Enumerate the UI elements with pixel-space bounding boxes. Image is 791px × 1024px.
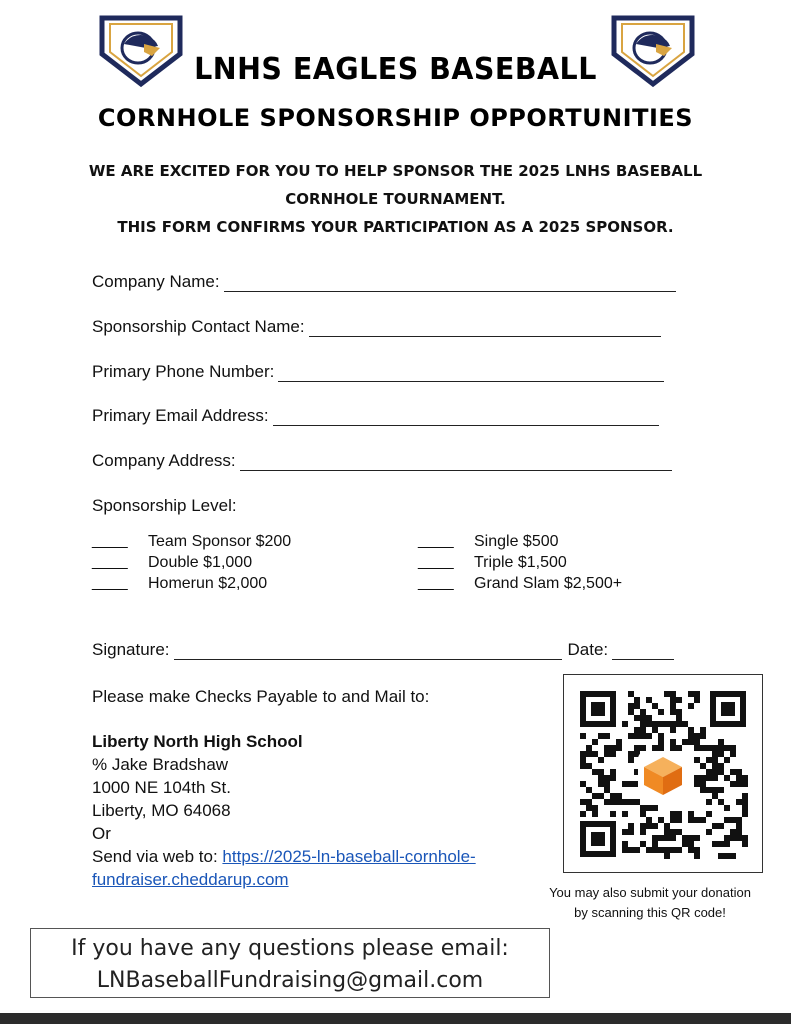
- page-subtitle: CORNHOLE SPONSORSHIP OPPORTUNITIES: [97, 104, 694, 132]
- or-text: Or: [92, 824, 111, 843]
- address-field[interactable]: [92, 451, 672, 471]
- contact-line-1: If you have any questions please email:: [71, 936, 509, 961]
- level-grand-slam: Grand Slam $2,500+: [474, 575, 623, 592]
- donation-link-part-2[interactable]: fundraiser.cheddarup.com: [92, 870, 289, 889]
- level-triple: Triple $1,500: [474, 554, 567, 571]
- intro-line-1: WE ARE EXCITED FOR YOU TO HELP SPONSOR THE 2025 LNHS BASEBALL: [88, 162, 703, 180]
- contact-email[interactable]: LNBaseballFundraising@gmail.com: [96, 968, 484, 993]
- mailing-address: [92, 730, 476, 891]
- level-blank[interactable]: ____: [418, 574, 454, 591]
- city-line: Liberty, MO 64068: [92, 801, 231, 820]
- contact-name-line[interactable]: [309, 320, 661, 337]
- school-name: Liberty North High School: [92, 732, 303, 751]
- company-name-label: Company Name:: [92, 272, 220, 291]
- web-line: [92, 845, 476, 868]
- street-line: 1000 NE 104th St.: [92, 778, 231, 797]
- sponsorship-level-heading: Sponsorship Level:: [92, 496, 237, 515]
- phone-line[interactable]: [278, 365, 664, 382]
- signature-label: Signature:: [92, 640, 170, 659]
- company-name-field[interactable]: [92, 272, 676, 292]
- address-line[interactable]: [240, 454, 672, 471]
- level-blank[interactable]: ____: [92, 553, 128, 570]
- page-title: LNHS EAGLES BASEBALL: [194, 52, 597, 87]
- level-blank[interactable]: ____: [418, 553, 454, 570]
- web-prefix: Send via web to:: [92, 847, 223, 866]
- qr-caption-line-2: by scanning this QR code!: [574, 905, 726, 920]
- level-single: Single $500: [474, 533, 559, 550]
- email-line[interactable]: [273, 409, 659, 426]
- bottom-bar: [0, 1013, 791, 1024]
- date-line[interactable]: [612, 643, 674, 660]
- qr-caption: [520, 883, 780, 923]
- signature-field[interactable]: [92, 640, 674, 660]
- intro-text: [0, 158, 791, 240]
- phone-label: Primary Phone Number:: [92, 362, 275, 381]
- qr-caption-line-1: You may also submit your donation: [549, 885, 751, 900]
- email-field[interactable]: [92, 406, 659, 426]
- contact-name-field[interactable]: [92, 317, 661, 337]
- level-team-sponsor: Team Sponsor $200: [148, 533, 292, 550]
- payment-instruction: Please make Checks Payable to and Mail to:: [92, 687, 430, 706]
- date-label: Date:: [567, 640, 609, 659]
- qr-code-icon[interactable]: [564, 675, 762, 872]
- signature-line[interactable]: [174, 643, 562, 660]
- qr-code-frame: [563, 674, 763, 873]
- contact-name-label: Sponsorship Contact Name:: [92, 317, 305, 336]
- level-blank[interactable]: ____: [92, 574, 128, 591]
- attn-line: % Jake Bradshaw: [92, 755, 229, 774]
- donation-link-part-1[interactable]: https://2025-ln-baseball-cornhole-: [222, 847, 476, 866]
- email-label: Primary Email Address:: [92, 406, 269, 425]
- contact-box: [30, 928, 550, 998]
- level-blank[interactable]: ____: [418, 532, 454, 549]
- level-blank[interactable]: ____: [92, 532, 128, 549]
- phone-field[interactable]: [92, 362, 664, 382]
- level-double: Double $1,000: [148, 554, 253, 571]
- intro-line-3: THIS FORM CONFIRMS YOUR PARTICIPATION AS A 2025 SPONSOR.: [117, 218, 674, 236]
- level-homerun: Homerun $2,000: [148, 575, 268, 592]
- intro-line-2: CORNHOLE TOURNAMENT.: [285, 190, 506, 208]
- company-name-line[interactable]: [224, 275, 676, 292]
- address-label: Company Address:: [92, 451, 236, 470]
